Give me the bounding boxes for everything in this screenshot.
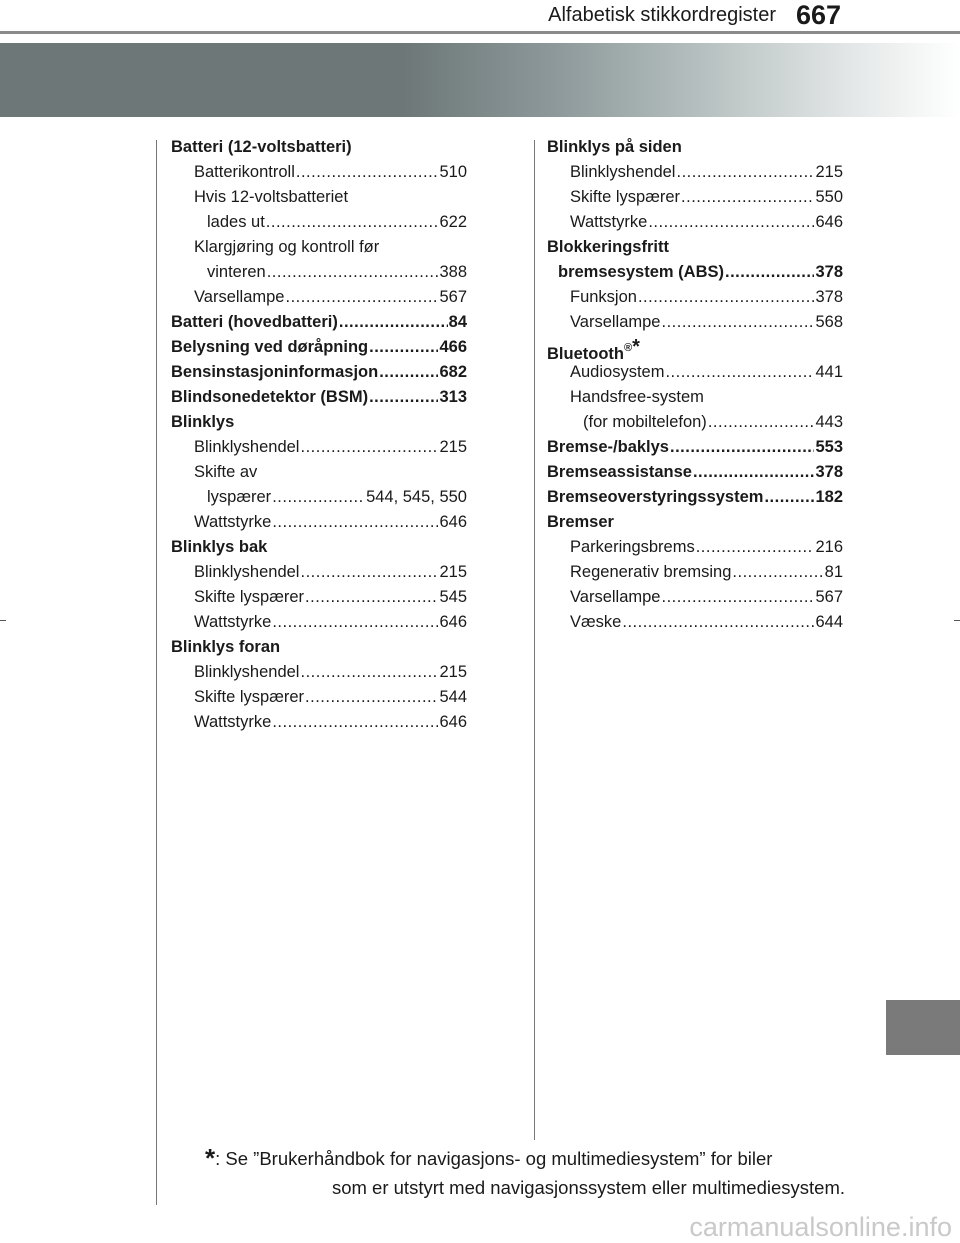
section-tab (886, 1000, 960, 1055)
footnote (205, 1144, 845, 1202)
index-subentry (547, 535, 843, 560)
index-subentry (547, 360, 843, 385)
index-subentry: Skifte av (194, 463, 258, 481)
entry-page: 215 (439, 563, 467, 581)
leader-dots (300, 435, 438, 460)
center-column-divider (534, 140, 535, 1140)
index-entry (547, 460, 843, 485)
entry-page: 378 (815, 288, 843, 306)
index-entry (547, 485, 843, 510)
leader-dots (379, 360, 438, 385)
entry-label: Wattstyrke (194, 513, 272, 531)
footnote-star-marker: * (205, 1143, 216, 1173)
left-column-divider (156, 140, 157, 1205)
index-subentry (547, 585, 843, 610)
index-subentry (547, 160, 843, 185)
index-subentry (547, 610, 843, 635)
entry-page: 646 (439, 513, 467, 531)
index-subentry (547, 310, 843, 335)
footnote-line-1 (205, 1144, 845, 1173)
entry-page: 622 (439, 213, 467, 231)
entry-page: 568 (815, 313, 843, 331)
trim-mark-right (954, 620, 960, 621)
trim-mark-left (0, 620, 6, 621)
entry-label: Batteri (hovedbatteri) (171, 313, 338, 331)
entry-page: 378 (815, 463, 843, 481)
watermark: carmanualsonline.info (689, 1212, 952, 1242)
entry-page: 313 (439, 388, 467, 406)
leader-dots (305, 585, 438, 610)
entry-label: Varsellampe (570, 313, 661, 331)
entry-label: Regenerativ bremsing (570, 563, 732, 581)
index-subentry (547, 560, 843, 585)
index-subentry (171, 660, 467, 685)
leader-dots (266, 210, 439, 235)
footnote-line-2: som er utstyrt med navigasjonssystem eller multimediesystem. (331, 1177, 845, 1198)
index-subentry (547, 210, 843, 235)
index-subentry (171, 210, 467, 235)
index-subentry: Hvis 12-voltsbatteriet (194, 188, 349, 206)
entry-page: 567 (815, 588, 843, 606)
leader-dots (676, 160, 814, 185)
leader-dots (725, 260, 814, 285)
entry-label: lyspærer (207, 488, 272, 506)
index-heading: Batteri (12-voltsbatteri) (171, 138, 352, 156)
entry-page: 388 (439, 263, 467, 281)
index-subentry (171, 710, 467, 735)
leader-dots (369, 335, 438, 360)
entry-page: 550 (815, 188, 843, 206)
entry-label: Blinklyshendel (194, 663, 300, 681)
entry-label: vinteren (207, 263, 266, 281)
index-entry (171, 385, 467, 410)
entry-label: Bensinstasjoninformasjon (171, 363, 379, 381)
index-heading: Blinklys (171, 413, 235, 431)
leader-dots (272, 510, 438, 535)
leader-dots (285, 285, 438, 310)
index-subentry (171, 485, 467, 510)
entry-label: bremsesystem (ABS) (558, 263, 724, 281)
footnote-star-marker: * (632, 336, 640, 358)
entry-page: 182 (815, 488, 843, 506)
entry-label: Wattstyrke (570, 213, 648, 231)
index-subentry: Handsfree-system (570, 388, 704, 406)
leader-dots (267, 260, 439, 285)
entry-page: 215 (815, 163, 843, 181)
index-subentry (547, 185, 843, 210)
index-subentry: Klargjøring og kontroll før (194, 238, 380, 256)
leader-dots (300, 660, 438, 685)
entry-page: 553 (815, 438, 843, 456)
entry-page: 466 (439, 338, 467, 356)
leader-dots (300, 560, 438, 585)
entry-page: 544 (439, 688, 467, 706)
header-banner (0, 43, 960, 117)
header-rule (0, 31, 960, 34)
entry-label: Bremse-/baklys (547, 438, 669, 456)
index-subentry (171, 160, 467, 185)
entry-page: 215 (439, 663, 467, 681)
page-header-title: Alfabetisk stikkordregister (548, 4, 776, 26)
entry-label: Blindsonedetektor (BSM) (171, 388, 369, 406)
entry-label: Varsellampe (570, 588, 661, 606)
entry-page: 545 (439, 588, 467, 606)
index-heading: Bremser (547, 513, 614, 531)
leader-dots (764, 485, 814, 510)
leader-dots (622, 610, 814, 635)
index-entry (171, 360, 467, 385)
index-entry (547, 435, 843, 460)
leader-dots (661, 310, 814, 335)
entry-label: Wattstyrke (194, 713, 272, 731)
entry-label: Blinklyshendel (194, 563, 300, 581)
index-subentry (171, 685, 467, 710)
entry-label: Audiosystem (570, 363, 665, 381)
entry-page: 644 (815, 613, 843, 631)
entry-page: 646 (439, 613, 467, 631)
index-column-right (547, 135, 843, 635)
entry-label: Wattstyrke (194, 613, 272, 631)
entry-page: 216 (815, 538, 843, 556)
index-subentry (171, 585, 467, 610)
entry-label: Funksjon (570, 288, 637, 306)
index-subentry (171, 260, 467, 285)
entry-page: 544, 545, 550 (366, 488, 467, 506)
leader-dots (305, 685, 438, 710)
registered-mark: ® (623, 342, 633, 354)
leader-dots (670, 435, 814, 460)
index-subentry (547, 285, 843, 310)
index-subentry (171, 610, 467, 635)
leader-dots (296, 160, 439, 185)
page-number: 667 (796, 0, 842, 30)
index-subentry (547, 410, 843, 435)
leader-dots (339, 310, 448, 335)
entry-label: Bremseassistanse (547, 463, 692, 481)
index-heading (547, 335, 843, 363)
index-heading: Blinklys foran (171, 638, 281, 656)
leader-dots (696, 535, 815, 560)
index-column-left (171, 135, 467, 735)
entry-page: 567 (439, 288, 467, 306)
leader-dots (369, 385, 438, 410)
entry-page: 682 (439, 363, 467, 381)
leader-dots (272, 485, 365, 510)
index-heading: Blinklys bak (171, 538, 268, 556)
index-subentry (171, 435, 467, 460)
entry-page: 443 (815, 413, 843, 431)
index-entry (171, 310, 467, 335)
entry-page: 84 (448, 313, 467, 331)
entry-label: Batterikontroll (194, 163, 295, 181)
entry-label: Parkeringsbrems (570, 538, 695, 556)
entry-page: 81 (824, 563, 843, 581)
entry-page: 510 (439, 163, 467, 181)
index-heading: Blokkeringsfritt (547, 238, 669, 256)
entry-label: Skifte lyspærer (194, 588, 305, 606)
leader-dots (648, 210, 814, 235)
leader-dots (272, 710, 438, 735)
heading-label: Bluetooth (547, 345, 624, 363)
leader-dots (272, 610, 438, 635)
entry-page: 441 (815, 363, 843, 381)
leader-dots (708, 410, 815, 435)
index-heading: Blinklys på siden (547, 138, 682, 156)
entry-label: lades ut (207, 213, 265, 231)
entry-label: Belysning ved døråpning (171, 338, 369, 356)
index-entry (171, 335, 467, 360)
entry-label: (for mobiltelefon) (583, 413, 707, 431)
entry-label: Blinklyshendel (194, 438, 300, 456)
entry-page: 378 (815, 263, 843, 281)
index-subentry (171, 560, 467, 585)
leader-dots (732, 560, 823, 585)
leader-dots (681, 185, 814, 210)
index-heading-continued (547, 260, 843, 285)
leader-dots (693, 460, 815, 485)
entry-label: Skifte lyspærer (570, 188, 681, 206)
index-subentry (171, 510, 467, 535)
entry-label: Bremseoverstyringssystem (547, 488, 764, 506)
footnote-text-1: : Se ”Brukerhåndbok for navigasjons- og multimediesystem” for biler (215, 1148, 773, 1169)
entry-page: 646 (439, 713, 467, 731)
leader-dots (665, 360, 814, 385)
entry-label: Væske (570, 613, 622, 631)
leader-dots (661, 585, 814, 610)
entry-label: Varsellampe (194, 288, 285, 306)
leader-dots (638, 285, 815, 310)
index-subentry (171, 285, 467, 310)
entry-page: 215 (439, 438, 467, 456)
entry-page: 646 (815, 213, 843, 231)
entry-label: Blinklyshendel (570, 163, 676, 181)
entry-label: Skifte lyspærer (194, 688, 305, 706)
